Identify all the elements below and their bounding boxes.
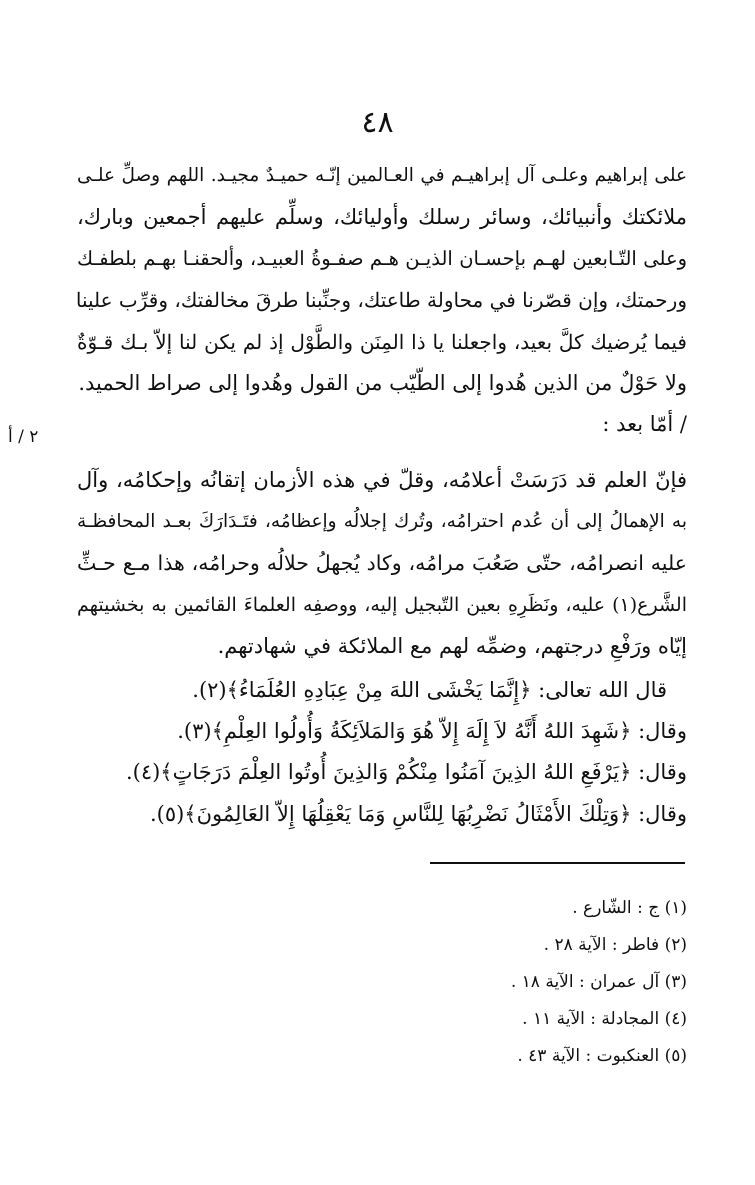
footnote: (٢) فاطر : الآية ٢٨ .: [543, 935, 687, 955]
body-line: فإنّ العلم قد دَرَسَتْ أعلامُه، وقلّ في هذه الأزمان إتقانُه وإحكامُه، وآل: [77, 468, 687, 492]
quran-quote-line: وقال: ﴿شَهِدَ اللهُ أَنَّهُ لاَ إِلَهَ إِلاّ هُوَ وَالمَلاَئِكَةُ وَأُولُوا العِلْمِ﴾(٣).: [177, 719, 687, 743]
section-heading: / أمّا بعد :: [602, 412, 687, 436]
body-line: إيّاه ورَفْعِ درجتهم، وضمِّه لهم مع الملائكة في شهادتهم.: [217, 634, 687, 658]
quran-quote-line: وقال: ﴿يَرْفَعِ اللهُ الذِينَ آمَنُوا مِنْكُمْ وَالذِينَ أُوتُوا العِلْمَ دَرَجَاتٍ﴾(٤).: [125, 760, 687, 784]
footnote: (٣) آل عمران : الآية ١٨ .: [510, 972, 687, 992]
page-number: ٤٨: [361, 105, 394, 140]
body-line: فيما يُرضيك كلَّ بعيد، واجعلنا يا ذا المِنَن والطَّوْل إذ لم يكن لنا إلاّ بـك قـوّةٌ: [77, 330, 687, 354]
body-line: ملائكتك وأنبيائك، وسائر رسلك وأوليائك، وسلِّم عليهم أجمعين وبارك،: [77, 205, 687, 229]
body-line: ولا حَوْلٌ من الذين هُدوا إلى الطّيّب من القول وهُدوا إلى صراط الحميد.: [78, 371, 687, 395]
body-line: ورحمتك، وإن قصّرنا في محاولة طاعتك، وجنِّبنا طرقَ مخالفتك، وقرِّب علينا: [75, 288, 687, 312]
quran-quote-line: وقال: ﴿وَتِلْكَ الأَمْثَالُ نَضْرِبُهَا لِلنَّاسِ وَمَا يَعْقِلُهَا إِلاّ العَالِمُونَ﴾(٥).: [149, 802, 687, 826]
body-line: على إبراهيم وعلـى آل إبراهيـم في العـالمين إنّـه حميـدٌ مجيـد. اللهم وصلِّ علـى: [77, 165, 687, 186]
footnote-divider: [430, 862, 685, 864]
footnote: (١) ج : الشّارع .: [572, 898, 687, 918]
body-line: به الإهمالُ إلى أن عُدم احترامُه، وتُرك إجلالُه وإعظامُه، فتَـدَارَكَ بعـد المحافظـة: [77, 511, 687, 532]
quran-quote-line: قال الله تعالى: ﴿إِنَّمَا يَخْشَى اللهَ مِنْ عِبَادِهِ العُلَمَاءُ﴾(٢).: [192, 678, 667, 702]
footnote: (٥) العنكبوت : الآية ٤٣ .: [517, 1046, 687, 1066]
body-line: الشَّرع(١) عليه، ونَظَرِهِ بعين التّبجيل إليه، ووصفِه العلماءَ القائمين به بخشيتهم: [77, 594, 687, 616]
footnote: (٤) المجادلة : الآية ١١ .: [522, 1009, 687, 1029]
body-line: وعلى التّـابعين لهـم بإحسـان الذيـن هـم صفـوةُ العبيـد، وألحقنـا بهـم بلطفـك: [77, 247, 687, 270]
margin-note: ٢ / أ: [8, 427, 39, 447]
body-line: عليه انصرامُه، حتّى صَعُبَ مرامُه، وكاد يُجهلُ حلالُه وحرامُه، هذا مـع حـثِّ: [77, 551, 687, 575]
